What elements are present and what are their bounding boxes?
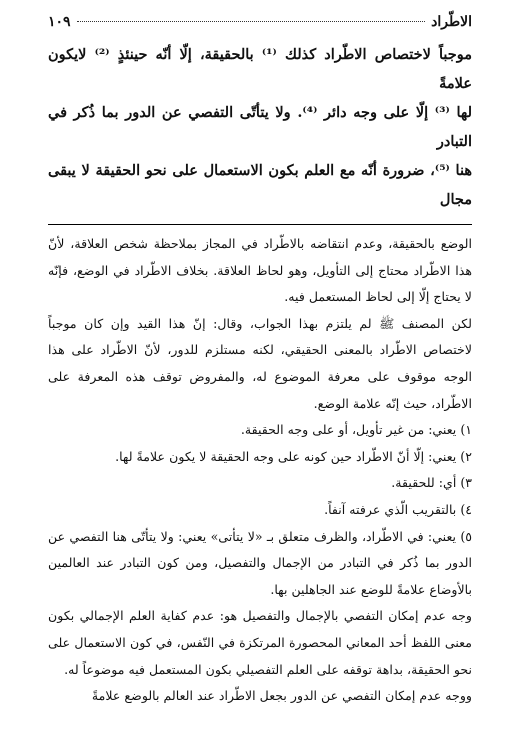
- commentary: [48, 231, 472, 710]
- main-text-line: موجباً لاختصاص الاطّراد كذلك ⁽¹⁾ بالحقيقة، إلّا أنّه حينئذٍ ⁽²⁾ لايكون علامةً: [48, 46, 472, 92]
- header-dot-leader: [77, 21, 426, 22]
- commentary-paragraph: ووجه عدم إمكان التفصي عن الدور بجعل الاطّراد عند العالم بالوضع علامةً: [91, 688, 472, 704]
- main-text: [48, 40, 472, 214]
- running-title: الاطّراد: [431, 14, 472, 30]
- main-text-line: لها ⁽³⁾ إلّا على وجه دائر ⁽⁴⁾. ولا يتأتّى التفصي عن الدور بما ذُكر في التبادر: [48, 104, 472, 150]
- footnote-item: ٣) أي: للحقيقة.: [391, 475, 472, 491]
- running-header: [48, 14, 472, 36]
- commentary-paragraph: لكن المصنف ﷺ لم يلتزم بهذا الجواب، وقال: إنّ هذا القيد وإن كان موجباً لاختصاص الاطّراد بالمعنى الحقيقي، لكنه مستلزم للدور، لأنّ الاطّراد على هذا الوجه موقوف على معرفة الموضوع له، والمفروض توقف هذه المعرفة على الاطّراد، حيث إنّه علامة الوضع.: [48, 315, 472, 411]
- main-text-line: هنا ⁽⁵⁾، ضرورة أنّه مع العلم بكون الاستعمال على نحو الحقيقة لا يبقى مجال: [48, 162, 472, 208]
- commentary-paragraph: وجه عدم إمكان التفصي بالإجمال والتفصيل هو: عدم كفاية العلم الإجمالي بكون معنى اللفظ أحد المعاني المحصورة المرتكزة في النّفس، في كون الاستعمال على نحو الحقيقة، بداهة توقفه على العلم التفصيلي بكون المستعمل فيه موضوعاً له.: [48, 608, 472, 677]
- commentary-paragraph: ٥) يعني: في الاطّراد، والظرف متعلق بـ «لا يتأتى» يعني: ولا يتأتّى هنا التفصي عن الدور بما ذُكر في التبادر من الإجمال والتفصيل، ومن كون التبادر عند العالمين بالأوضاع علامةً للوضع عند الجاهلين بها.: [48, 528, 472, 597]
- separator-rule: [48, 224, 472, 225]
- commentary-paragraph: الوضع بالحقيقة، وعدم انتقاضه بالاطّراد في المجاز بملاحظة شخص العلاقة، لأنّ هذا الاطّراد محتاج إلى التأويل، وهو لحاظ العلاقة. بخلاف الاطّراد في الوضع، فإنّه لا يحتاج إلّا إلى لحاظ المستعمل فيه.: [48, 236, 472, 305]
- footnote-item: ١) يعني: من غير تأويل، أو على وجه الحقيقة.: [240, 422, 472, 438]
- footnote-list: [48, 417, 472, 523]
- footnote-item: ٤) بالتقريب الّذي عرفته آنفاً.: [324, 501, 472, 517]
- page-number: ١٠٩: [48, 14, 71, 30]
- footnote-item: ٢) يعني: إلّا أنّ الاطّراد حين كونه على وجه الحقيقة لا يكون علامةً لها.: [115, 448, 472, 464]
